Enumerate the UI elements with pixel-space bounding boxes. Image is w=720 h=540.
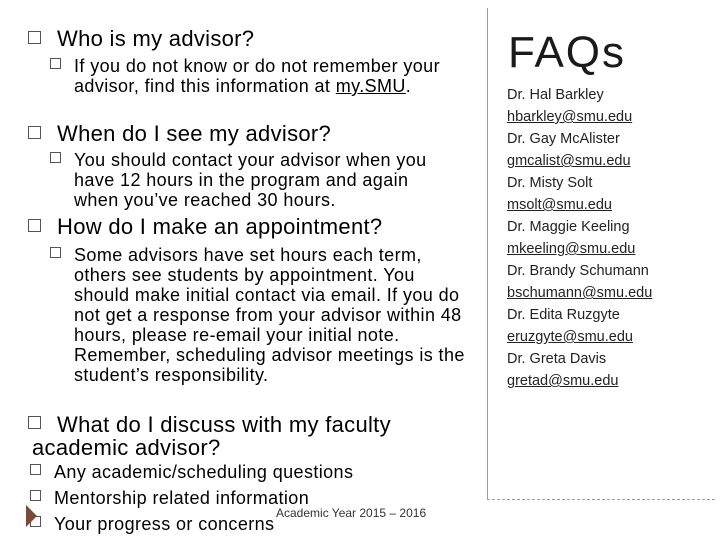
question-make-appointment <box>32 216 382 238</box>
checkbox-bullet-icon <box>30 490 41 501</box>
answer-text: You should contact your advisor when you have 12 hours in the program and again when you’ve reached 30 hours. <box>74 150 427 210</box>
contact-email-link[interactable]: mkeeling@smu.edu <box>507 241 636 257</box>
horizontal-divider <box>487 499 715 500</box>
checkbox-bullet-icon <box>30 464 41 475</box>
answer-suffix: . <box>405 76 412 96</box>
question-text: Who is my advisor? <box>57 26 255 51</box>
contact-name: Dr. Brandy Schumann <box>507 263 649 279</box>
answer-text: Some advisors have set hours each term, others see students by appointment. You should make initial contact via email. If you do not get a response from your advisor within 48 hours, please re-email your initial note. Remember, scheduling advisor meetings is the student’s responsibility. <box>74 245 465 385</box>
answer-discuss-2 <box>32 488 309 508</box>
checkbox-bullet-icon <box>50 58 61 69</box>
question-what-discuss <box>32 413 391 459</box>
answer-discuss-1 <box>32 462 353 482</box>
answer-text: Any academic/scheduling questions <box>54 462 354 482</box>
contact-email-link[interactable]: gretad@smu.edu <box>507 373 619 389</box>
question-who-is-advisor <box>32 28 254 50</box>
answer-who-is-advisor <box>52 56 447 96</box>
contact-name: Dr. Gay McAlister <box>507 131 620 147</box>
question-text-line2: academic advisor? <box>32 435 221 460</box>
checkbox-bullet-icon <box>50 152 61 163</box>
contact-email-link[interactable]: bschumann@smu.edu <box>507 285 653 301</box>
question-text: How do I make an appointment? <box>57 214 383 239</box>
answer-text: Your progress or concerns <box>54 514 275 534</box>
answer-text: If you do not know or do not remember your advisor, find this information at <box>74 56 440 96</box>
answer-when-see-advisor <box>52 150 447 210</box>
contact-name: Dr. Misty Solt <box>507 175 593 191</box>
answer-make-appointment <box>52 245 472 385</box>
checkbox-bullet-icon <box>50 247 61 258</box>
contact-email-link[interactable]: eruzgyte@smu.edu <box>507 329 633 345</box>
contact-name: Dr. Hal Barkley <box>507 87 604 103</box>
checkbox-bullet-icon <box>28 31 41 44</box>
contact-email-link[interactable]: gmcalist@smu.edu <box>507 153 631 169</box>
vertical-divider <box>487 8 488 499</box>
faq-title: FAQs <box>508 28 627 77</box>
checkbox-bullet-icon <box>28 416 41 429</box>
answer-text: Mentorship related information <box>54 488 310 508</box>
checkbox-bullet-icon <box>28 126 41 139</box>
contact-email-link[interactable]: hbarkley@smu.edu <box>507 109 633 125</box>
contact-name: Dr. Greta Davis <box>507 351 607 367</box>
my-smu-link[interactable]: my.SMU <box>335 76 406 96</box>
footer-academic-year: Academic Year 2015 – 2016 <box>276 506 427 520</box>
answer-discuss-3 <box>32 514 274 534</box>
question-when-see-advisor <box>32 123 331 145</box>
contact-email-link[interactable]: msolt@smu.edu <box>507 197 612 213</box>
checkbox-bullet-icon <box>28 219 41 232</box>
contact-name: Dr. Edita Ruzgyte <box>507 307 620 323</box>
question-text: When do I see my advisor? <box>57 121 332 146</box>
advisor-contact-list <box>507 84 712 392</box>
question-text-line1: What do I discuss with my faculty <box>57 412 391 437</box>
footer-arrow-icon <box>26 505 37 527</box>
contact-name: Dr. Maggie Keeling <box>507 219 630 235</box>
